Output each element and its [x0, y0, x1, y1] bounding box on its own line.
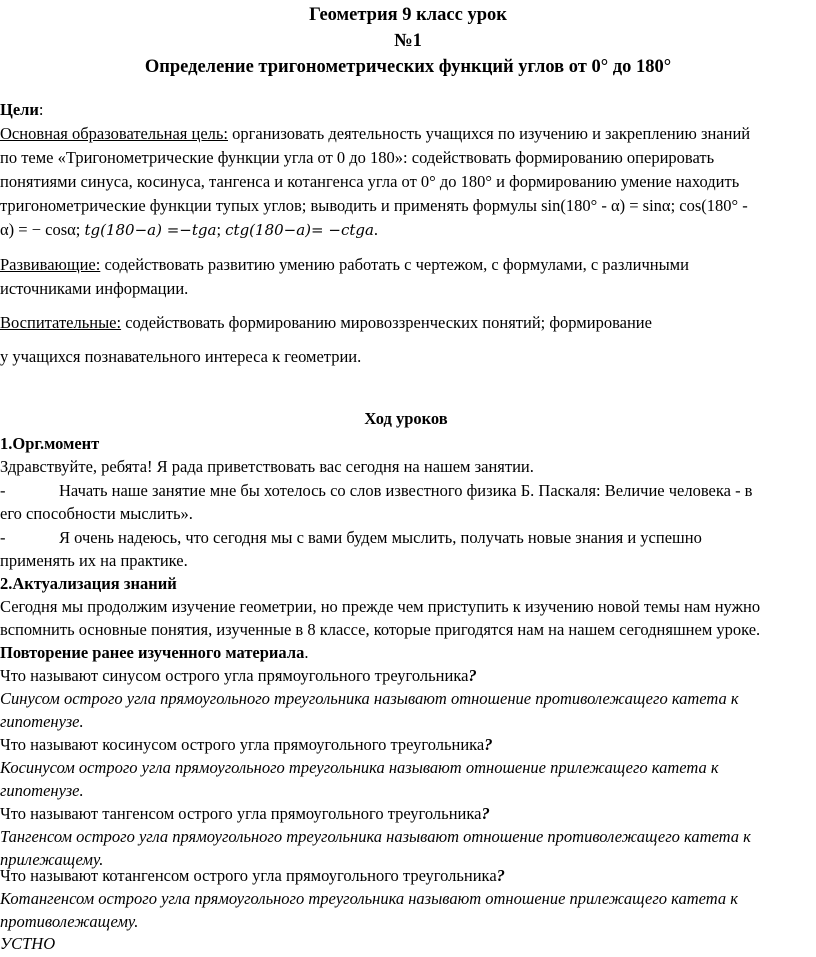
section1-greeting: Здравствуйте, ребята! Я рада приветствовать вас сегодня на нашем занятии.	[0, 457, 534, 476]
list-dash: -	[0, 528, 6, 547]
goals-heading-colon: :	[38, 100, 44, 119]
formula-cos: α) = − cosα;	[0, 220, 85, 239]
formula-period: .	[373, 220, 379, 239]
answer-cosine-line1: Косинусом острого угла прямоугольного треугольника называют отношение прилежащего катета к	[0, 758, 719, 777]
section1-item2-text: Я очень надеюсь, что сегодня мы с вами будем мыслить, получать новые знания и успешно	[59, 528, 702, 547]
answer-cotangent-line2: противолежащему.	[0, 912, 139, 931]
question-mark: ?	[481, 804, 490, 823]
section2-line2: вспомнить основные понятия, изученные в 8 классе, которые пригодятся нам на нашем сегодняшнем уроке.	[0, 620, 761, 639]
main-goal-label: Основная образовательная цель:	[0, 124, 228, 143]
list-dash: -	[0, 481, 6, 500]
edu-goal-line1	[0, 311, 812, 335]
answer-cosine-line2: гипотенузе.	[0, 781, 84, 800]
goals-heading	[0, 98, 812, 122]
question-mark: ?	[496, 866, 505, 885]
main-goal-text-1: организовать деятельность учащихся по изучению и закреплению знаний	[228, 124, 751, 143]
doc-title-number: №1	[394, 31, 422, 51]
main-goal-line5	[0, 218, 812, 243]
question-cosine	[0, 733, 812, 757]
answer-tangent-line1: Тангенсом острого угла прямоугольного треугольника называют отношение противолежащего катета к	[0, 827, 751, 846]
question-cotangent	[0, 864, 812, 888]
question-cosine-text: Что называют косинусом острого угла прямоугольного треугольника	[0, 735, 485, 754]
section1-item2	[0, 526, 812, 550]
formula-sep: ;	[216, 220, 226, 239]
dev-goal-line2: источниками информации.	[0, 279, 189, 298]
section2-line1: Сегодня мы продолжим изучение геометрии, но прежде чем приступить к изучению новой темы нам нужно	[0, 597, 761, 616]
main-goal-line3: понятиями синуса, косинуса, тангенса и котангенса угла от 0° до 180° и формированию умение находить	[0, 172, 740, 191]
main-goal-line1	[0, 122, 812, 146]
question-cotangent-text: Что называют котангенсом острого угла прямоугольного треугольника	[0, 866, 497, 885]
question-tangent-text: Что называют тангенсом острого угла прямоугольного треугольника	[0, 804, 482, 823]
dev-goal-text-1: содействовать развитию умению работать с чертежом, с формулами, с различными	[100, 255, 689, 274]
section1-heading: 1.Орг.момент	[0, 434, 100, 453]
formula-tg: tg(180−a) =−tga	[84, 221, 217, 239]
review-heading-text: Повторение ранее изученного материала	[0, 643, 305, 662]
section2-heading: 2.Актуализация знаний	[0, 574, 177, 593]
question-mark: ?	[484, 735, 493, 754]
section1-item1	[0, 479, 812, 503]
main-goal-line4: тригонометрические функции тупых углов; выводить и применять формулы sin(180° - α) = sinα; cos(180° -	[0, 196, 748, 215]
edu-goal-line2: у учащихся познавательного интереса к геометрии.	[0, 347, 362, 366]
answer-sine-line2: гипотенузе.	[0, 712, 84, 731]
question-sine-text: Что называют синусом острого угла прямоугольного треугольника	[0, 666, 469, 685]
review-heading-period: .	[304, 643, 309, 662]
doc-title-line1: Геометрия 9 класс урок	[309, 5, 507, 25]
question-tangent	[0, 802, 812, 826]
review-heading	[0, 641, 812, 665]
main-goal-line2: по теме «Тригонометрические функции угла от 0 до 180»: содействовать формированию оперировать	[0, 148, 715, 167]
formula-ctg: ctg(180−a)= −ctga	[225, 221, 374, 239]
goals-heading-label: Цели	[0, 100, 39, 119]
answer-tangent-line2: прилежащему.	[0, 850, 104, 869]
section1-item2-cont: применять их на практике.	[0, 551, 188, 570]
dev-goal-label: Развивающие:	[0, 255, 101, 274]
question-mark: ?	[468, 666, 477, 685]
answer-sine-line1: Синусом острого угла прямоугольного треугольника называют отношение противолежащего катета к	[0, 689, 739, 708]
section1-item1-cont: его способности мыслить».	[0, 504, 193, 523]
question-sine	[0, 664, 812, 688]
oral-label: УСТНО	[0, 934, 56, 953]
edu-goal-text-1: содействовать формированию мировоззренческих понятий; формирование	[121, 313, 652, 332]
dev-goal-line1	[0, 253, 812, 277]
course-heading: Ход уроков	[364, 409, 448, 428]
edu-goal-label: Воспитательные:	[0, 313, 122, 332]
doc-title-topic: Определение тригонометрических функций углов от 0° до 180°	[144, 57, 672, 77]
answer-cotangent-line1: Котангенсом острого угла прямоугольного треугольника называют отношение прилежащего катета к	[0, 889, 738, 908]
section1-item1-text: Начать наше занятие мне бы хотелось со слов известного физика Б. Паскаля: Величие человека - в	[59, 481, 753, 500]
